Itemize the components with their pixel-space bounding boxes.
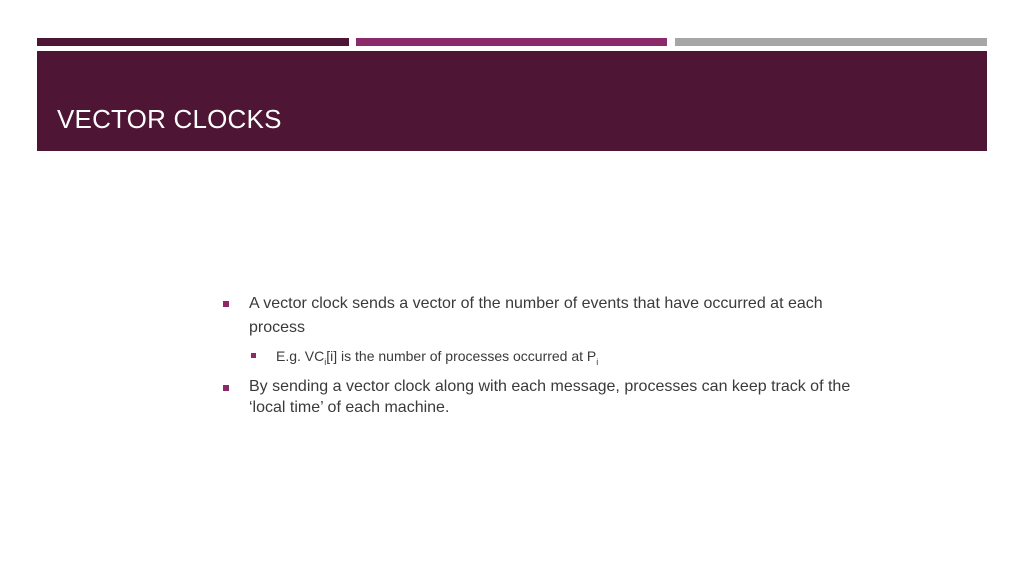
bullet-text: By sending a vector clock along with each message, processes can keep track of the ‘local time’ of each machine.	[249, 378, 851, 416]
sub-bullet-item	[250, 346, 862, 366]
bullet-text: A vector clock sends a vector of the number of events that have occurred at each process	[249, 295, 823, 336]
accent-bar-magenta	[356, 38, 667, 46]
square-bullet-icon	[251, 353, 256, 358]
sub-bullet-prefix: E.g. VC	[276, 348, 325, 364]
square-bullet-icon	[223, 301, 229, 307]
slide-title: VECTOR CLOCKS	[57, 104, 282, 134]
bullet-item	[222, 292, 862, 340]
bullet-list	[222, 292, 862, 426]
bullet-item	[222, 376, 862, 418]
subscript-i: i	[596, 356, 599, 367]
square-bullet-icon	[223, 385, 229, 391]
title-band	[37, 51, 987, 151]
subscript-i: i	[324, 356, 327, 367]
accent-bar-gray	[675, 38, 987, 46]
sub-bullet-middle: [i] is the number of processes occurred at P	[326, 348, 597, 364]
accent-bar-dark	[37, 38, 349, 46]
